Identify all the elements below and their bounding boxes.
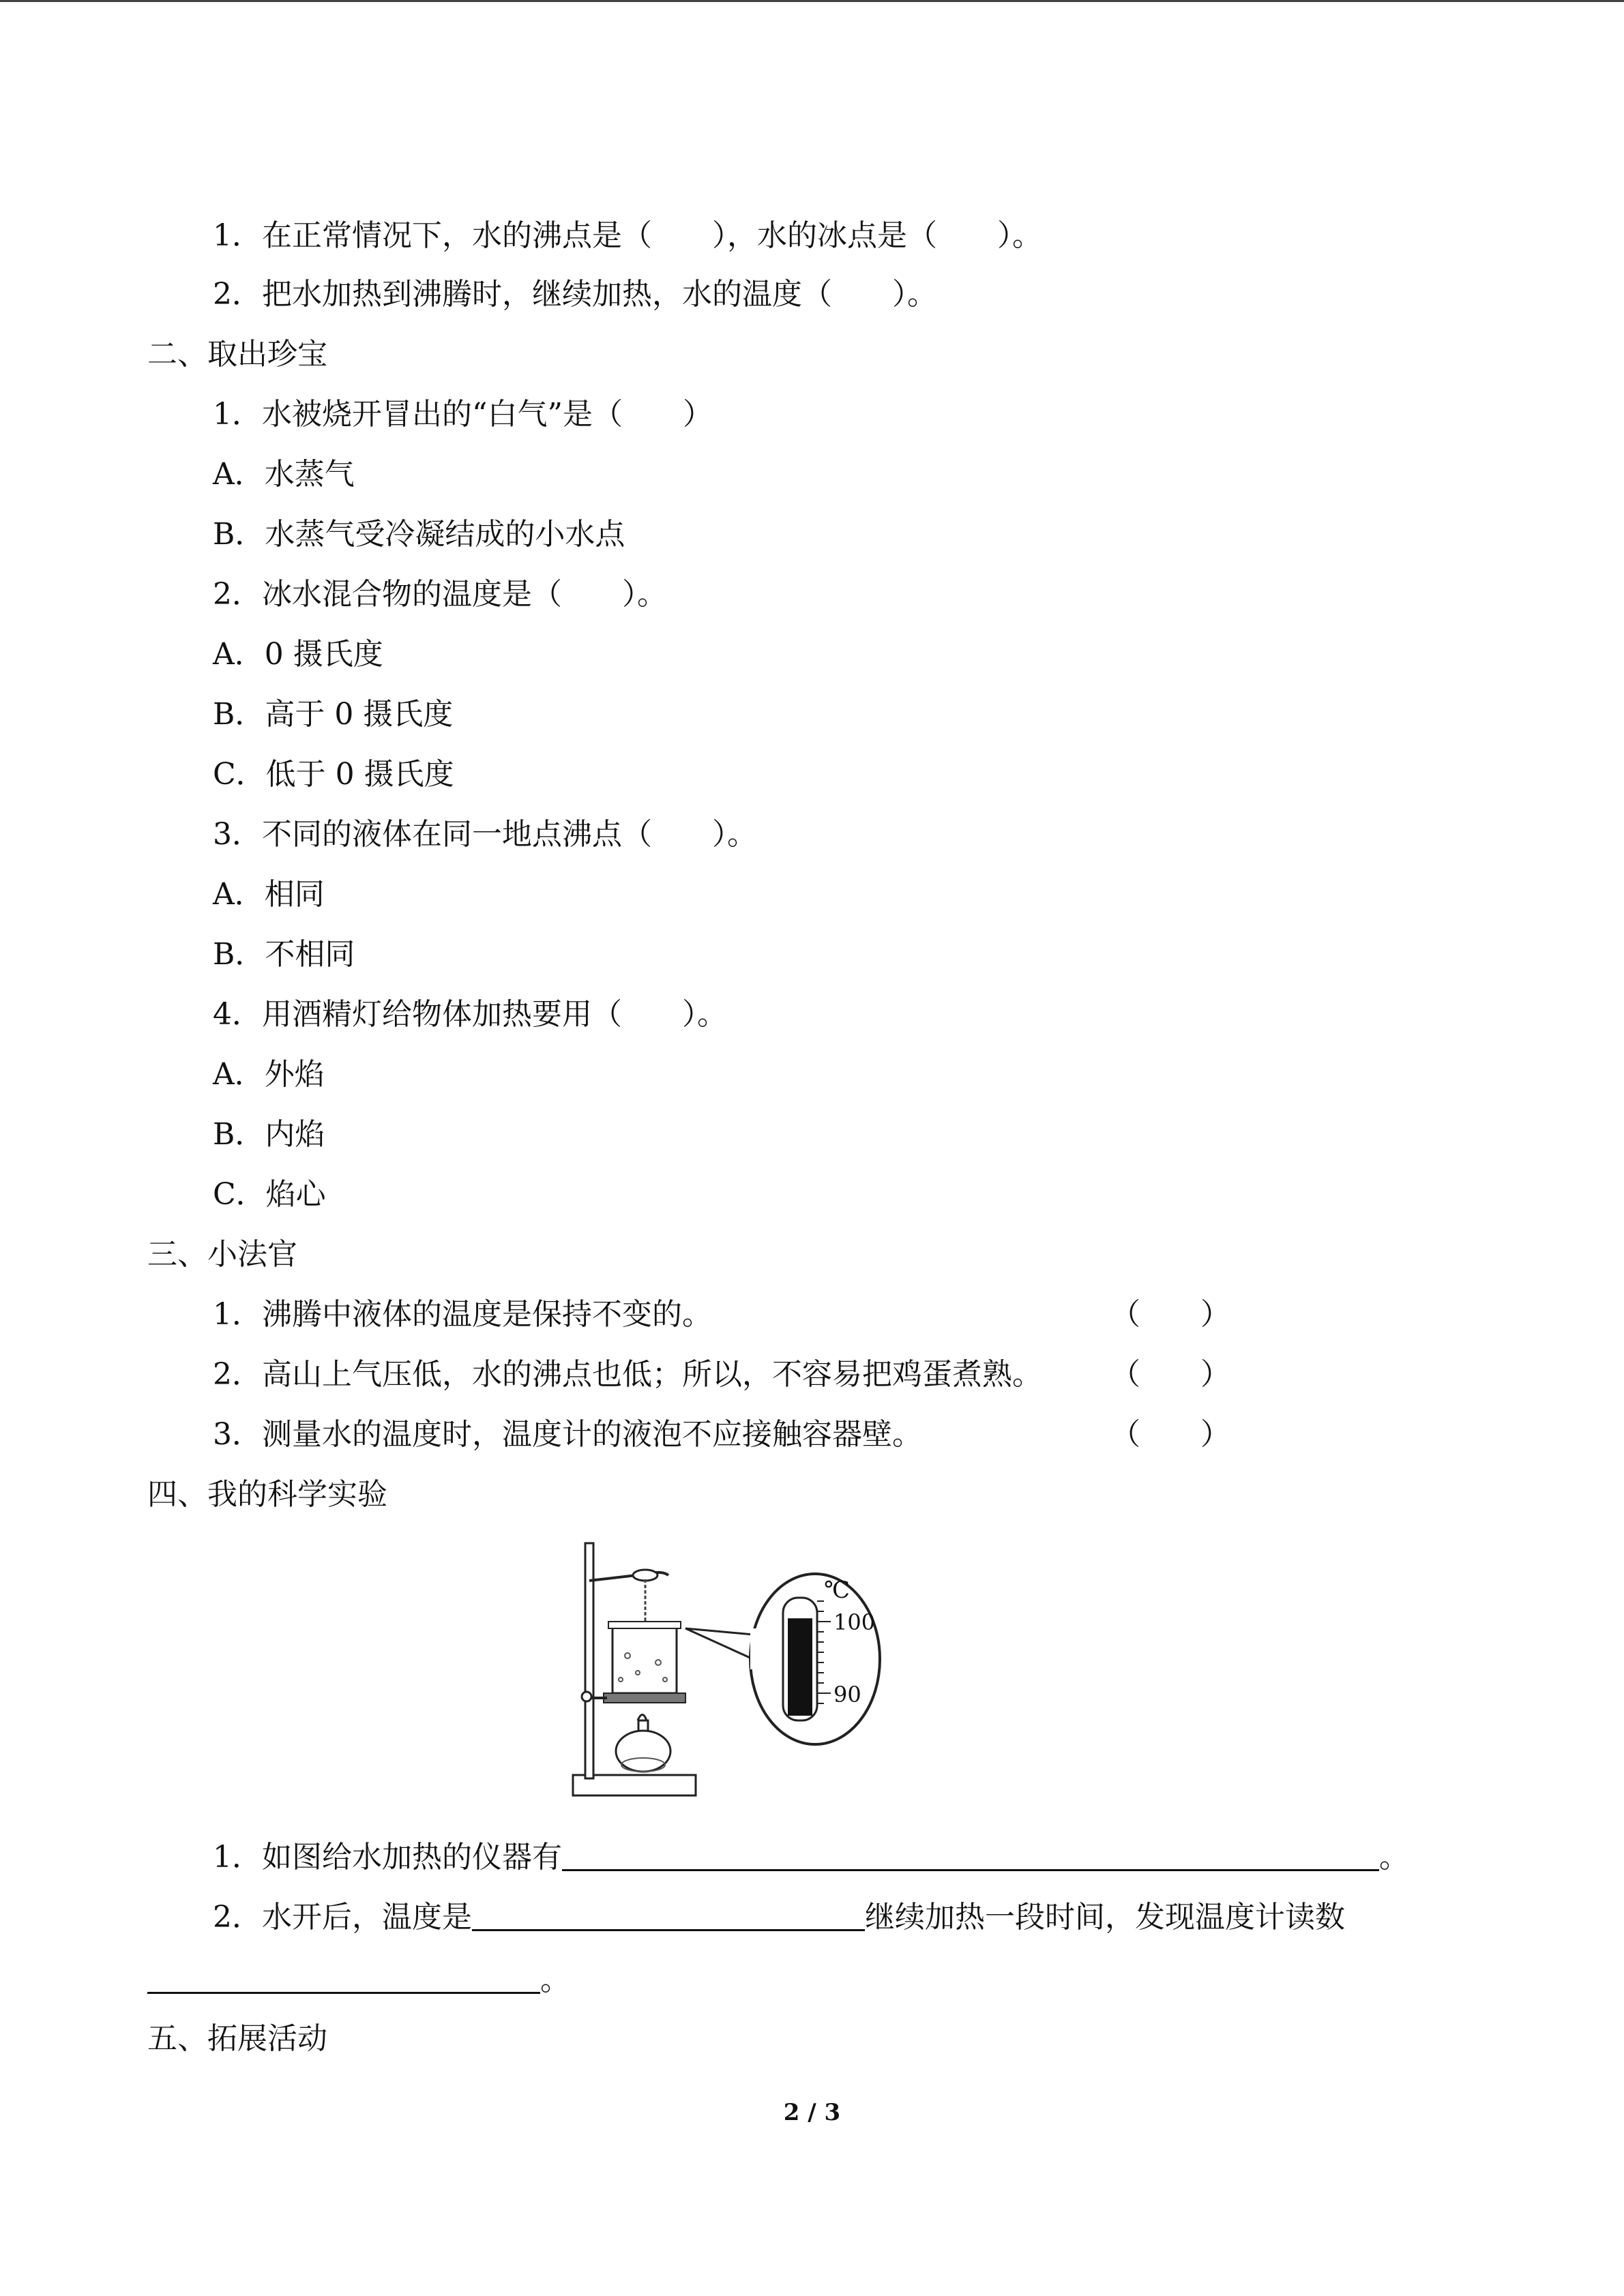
thermometer-tick-100: 100: [833, 1609, 876, 1635]
experiment-question-2-continued: [147, 1960, 570, 2001]
experiment-figure: [566, 1533, 887, 1806]
judge-answer-paren-3: （ ）: [1110, 1417, 1230, 1452]
choice-option: A．外焰: [213, 1057, 325, 1092]
choice-option: C．焰心: [213, 1177, 326, 1212]
answer-blank-temperature[interactable]: [472, 1898, 865, 1931]
choice-question-2: 2．冰水混合物的温度是（ ）。: [213, 577, 667, 612]
experiment-question-2-text-b: 继续加热一段时间，发现温度计读数: [865, 1900, 1345, 1935]
choice-option: B．不相同: [213, 937, 355, 972]
choice-question-3: 3．不同的液体在同一地点沸点（ ）。: [213, 817, 757, 852]
judge-statement-1: 1．沸腾中液体的温度是保持不变的。: [213, 1297, 712, 1332]
beaker: [612, 1625, 677, 1693]
experiment-question-1: [213, 1837, 1409, 1878]
choice-option: A．0 摄氏度: [213, 637, 383, 672]
judge-answer-paren-2: （ ）: [1110, 1357, 1230, 1392]
gauze: [604, 1693, 685, 1703]
judge-answer-paren-1: （ ）: [1110, 1297, 1230, 1332]
alcohol-lamp: [616, 1731, 670, 1772]
thermometer-liquid: [788, 1618, 812, 1716]
judge-statement-3: 3．测量水的温度时，温度计的液泡不应接触容器壁。: [213, 1417, 922, 1452]
experiment-question-1-text: 1．如图给水加热的仪器有: [213, 1840, 562, 1875]
page-number: 2 / 3: [783, 2099, 841, 2126]
thermometer-tick-90: 90: [833, 1682, 861, 1708]
answer-blank-instruments[interactable]: [562, 1838, 1379, 1871]
stand-rod: [585, 1543, 593, 1778]
fill-question-1: 1．在正常情况下，水的沸点是（ ），水的冰点是（ ）。: [213, 218, 1042, 253]
answer-blank-reading[interactable]: [147, 1960, 540, 1994]
fill-question-2: 2．把水加热到沸腾时，继续加热，水的温度（ ）。: [213, 277, 937, 312]
experiment-question-2-text-a: 2．水开后，温度是: [213, 1900, 472, 1935]
top-border: [0, 0, 1624, 2]
section-heading-choice: 二、取出珍宝: [147, 337, 327, 372]
judge-statement-2: 2．高山上气压低，水的沸点也低；所以，不容易把鸡蛋煮熟。: [213, 1357, 1042, 1392]
choice-option: C．低于 0 摄氏度: [213, 757, 454, 792]
choice-question-1: 1．水被烧开冒出的“白气”是（ ）: [213, 397, 713, 432]
section-heading-judge: 三、小法官: [147, 1237, 297, 1272]
experiment-question-1-end: 。: [1379, 1840, 1409, 1875]
experiment-question-2-end: 。: [540, 1963, 570, 1997]
section-heading-experiment: 四、我的科学实验: [147, 1477, 387, 1512]
thermometer-unit: ℃: [824, 1577, 851, 1604]
choice-option: B．高于 0 摄氏度: [213, 697, 454, 732]
choice-option: A．水蒸气: [213, 457, 355, 492]
choice-option: B．水蒸气受冷凝结成的小水点: [213, 517, 625, 552]
section-heading-extension: 五、拓展活动: [147, 2021, 327, 2056]
choice-question-4: 4．用酒精灯给物体加热要用（ ）。: [213, 997, 727, 1032]
choice-option: A．相同: [213, 877, 325, 912]
experiment-question-2: [213, 1897, 1345, 1938]
choice-option: B．内焰: [213, 1117, 325, 1152]
